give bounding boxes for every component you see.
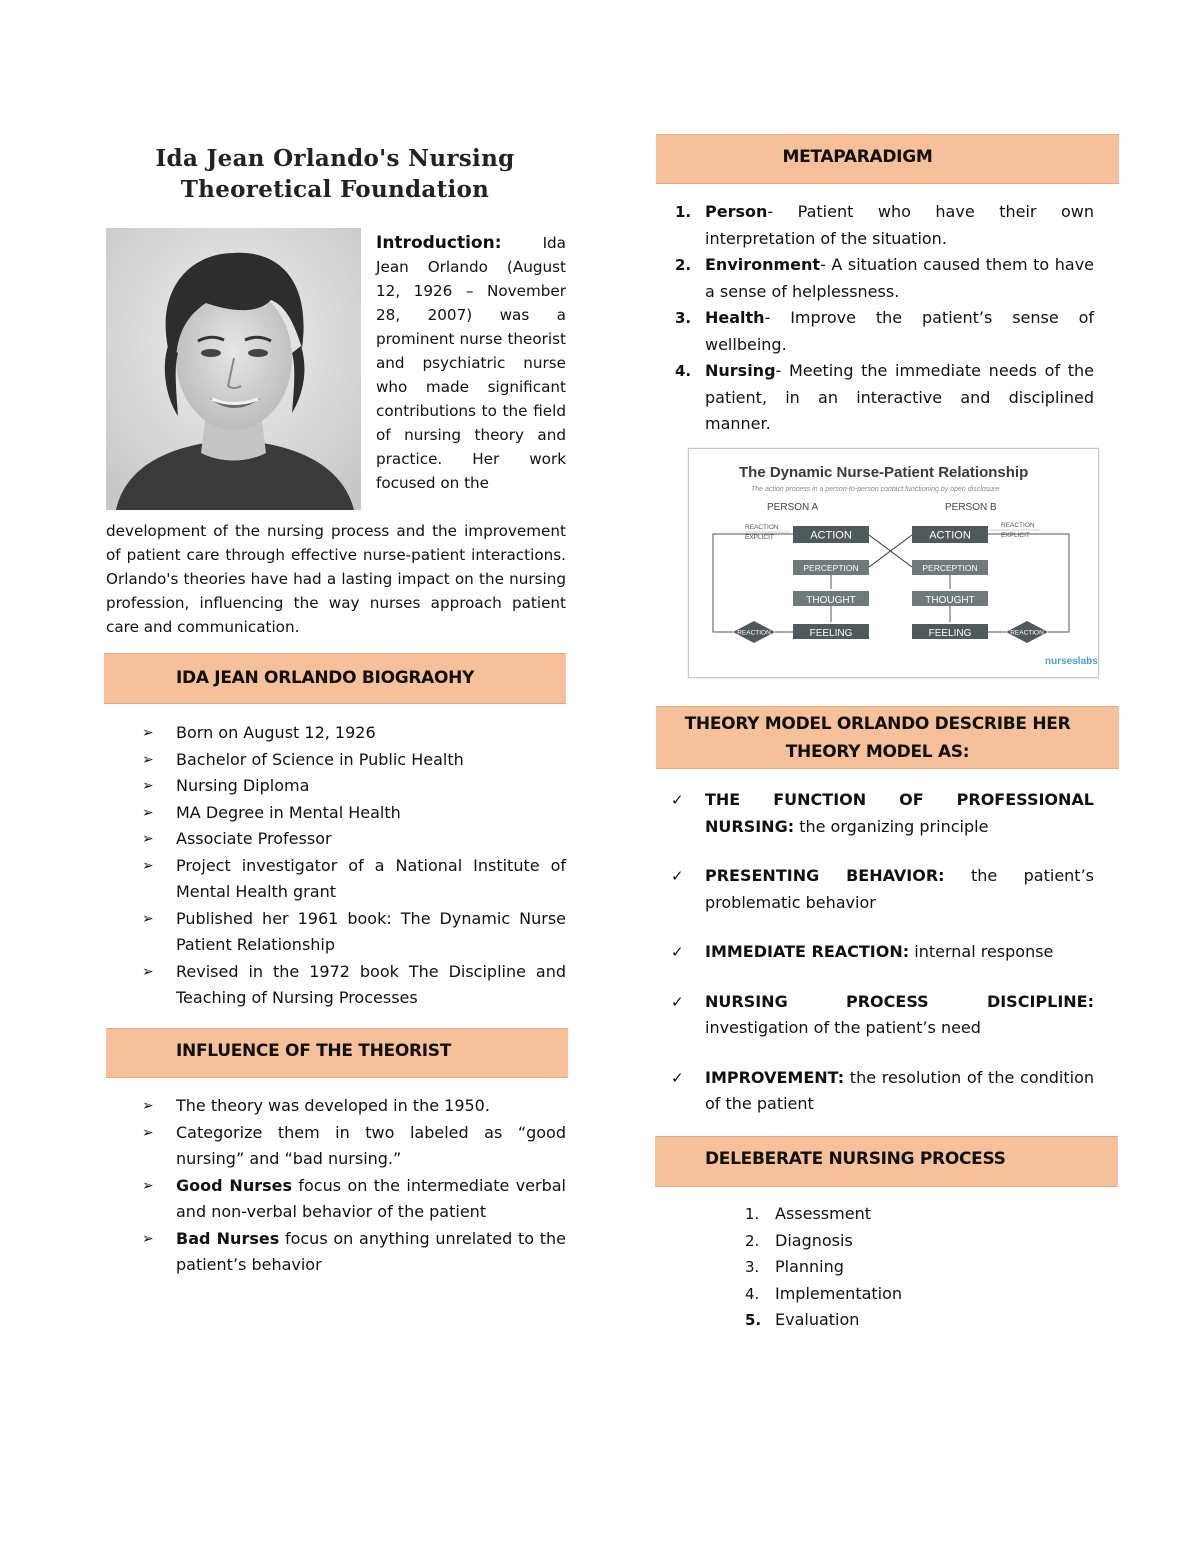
process-item-text: Diagnosis	[775, 1230, 853, 1250]
diagram-person-a: PERSON A	[767, 502, 819, 513]
checkmark-icon: ✓	[671, 943, 684, 961]
theory-model-item-text: the organizing principle	[794, 816, 989, 836]
intro-paragraph-bottom	[106, 519, 566, 639]
diagram-feeling-a-label: FEELING	[809, 628, 853, 639]
metaparadigm-item-term: Health	[705, 308, 765, 327]
diagram-thought-b-label: THOUGHT	[925, 595, 975, 606]
diagram-brand-logo: nurseslabs	[1045, 656, 1098, 667]
process-list-item	[745, 1254, 1025, 1281]
diagram-thought-a-label: THOUGHT	[806, 595, 856, 606]
biography-item-text: Revised in the 1972 book The Discipline and Teaching of Nursing Processes	[176, 961, 566, 1007]
portrait-photo	[106, 228, 361, 510]
biography-item-text: Associate Professor	[176, 829, 332, 848]
diagram-perception-b-label: PERCEPTION	[922, 563, 978, 573]
theory-model-list-item	[671, 989, 1094, 1042]
intro-text-part-1: Ida Jean Orlando (August 12, 1926 – November 28, 2007) was a prominent nurse theorist and psychiatric nurse who made significant contributions to the field of nursing theory and practice. Her work focused on the	[376, 234, 566, 492]
theory-model-item-term: IMMEDIATE REACTION:	[705, 942, 910, 961]
influence-item-text: focus on anything unrelated to the patient’s behavior	[176, 1228, 566, 1274]
intro-text-part-2: development of the nursing process and the improvement of patient care through effective nurse-patient interactions. Orlando's theories have had a lasting impact on the nursing profession, influencing the way nurses approach patient care and communication.	[106, 522, 566, 636]
influence-item-text: The theory was developed in the 1950.	[176, 1096, 490, 1115]
theory-model-item-term: NURSING PROCESS DISCIPLINE:	[705, 991, 1094, 1011]
process-list	[745, 1201, 1025, 1334]
biography-item-text: Nursing Diploma	[176, 776, 310, 795]
biography-list-item	[142, 773, 566, 800]
influence-heading: INFLUENCE OF THE THEORIST	[106, 1028, 568, 1078]
process-item-number: 4.	[745, 1284, 760, 1303]
checkmark-icon: ✓	[671, 867, 684, 885]
biography-list	[142, 720, 566, 1012]
page-title-line2: Theoretical Foundation	[180, 176, 490, 203]
process-heading: DELEBERATE NURSING PROCESS	[655, 1136, 1118, 1187]
process-item-text: Assessment	[775, 1204, 871, 1223]
theory-model-heading	[656, 706, 1119, 769]
metaparadigm-list-item	[675, 305, 1094, 358]
arrowhead-bullet-icon: ➢	[142, 751, 154, 768]
theory-model-list	[671, 787, 1095, 1141]
biography-heading: IDA JEAN ORLANDO BIOGRAOHY	[104, 653, 566, 704]
portrait-illustration	[106, 228, 361, 510]
theory-model-item-text: internal response	[909, 942, 1054, 961]
process-item-text: Evaluation	[775, 1310, 860, 1329]
metaparadigm-item-number: 1.	[675, 203, 692, 221]
biography-list-item	[142, 800, 566, 827]
metaparadigm-list-item	[675, 199, 1094, 252]
biography-item-text: Bachelor of Science in Public Health	[176, 749, 464, 769]
metaparadigm-list-item	[675, 252, 1094, 305]
theory-model-item-term: THE FUNCTION OF PROFESSIONAL NURSING:	[705, 790, 1094, 836]
theory-model-item-text: the patient’s problematic behavior	[705, 866, 1095, 912]
influence-item-bold: Good Nurses	[176, 1175, 292, 1195]
theory-model-list-item	[671, 787, 1094, 840]
influence-item-bold: Bad Nurses	[176, 1228, 280, 1248]
process-item-text: Planning	[775, 1257, 844, 1276]
arrowhead-bullet-icon: ➢	[142, 1098, 154, 1114]
metaparadigm-item-number: 4.	[675, 362, 692, 380]
influence-list-item	[142, 1226, 566, 1279]
checkmark-icon: ✓	[671, 992, 684, 1011]
diagram-reaction-explicit-a-2: EXPLICIT	[745, 534, 774, 541]
biography-list-item	[142, 747, 566, 774]
diagram-reaction-explicit-b-1: REACTION	[1001, 522, 1035, 529]
diagram-person-b: PERSON B	[945, 502, 997, 513]
theory-model-list-item	[671, 863, 1095, 916]
diagram-subtitle: The action process in a person-to-person contact functioning by open disclosure	[751, 486, 1000, 493]
process-item-number: 5.	[745, 1311, 762, 1329]
checkmark-icon: ✓	[671, 791, 684, 809]
page-title-line1: Ida Jean Orlando's Nursing	[155, 145, 515, 172]
metaparadigm-item-term: Nursing	[705, 361, 776, 380]
theory-model-heading-line1: THEORY MODEL ORLANDO DESCRIBE HER	[684, 714, 1071, 734]
theory-model-item-text: investigation of the patient’s need	[705, 1018, 981, 1037]
metaparadigm-heading	[656, 134, 1119, 184]
arrowhead-bullet-icon: ➢	[142, 831, 154, 847]
theory-model-list-item	[671, 1065, 1094, 1118]
diagram-reaction-explicit-a-1: REACTION	[745, 524, 779, 531]
diagram-action-b-label: ACTION	[929, 529, 971, 542]
checkmark-icon: ✓	[671, 1068, 684, 1087]
biography-item-text: MA Degree in Mental Health	[176, 802, 401, 822]
theory-model-item-term: IMPROVEMENT:	[705, 1067, 845, 1087]
arrowhead-bullet-icon: ➢	[142, 725, 154, 741]
influence-item-text: Categorize them in two labeled as “good nursing” and “bad nursing.”	[176, 1122, 566, 1168]
biography-list-item	[142, 959, 566, 1012]
influence-item-text: focus on the intermediate verbal and non-verbal behavior of the patient	[176, 1175, 566, 1221]
metaparadigm-item-text: - Meeting the immediate needs of the patient, in an interactive and disciplined manner.	[705, 361, 1094, 433]
diagram-title: The Dynamic Nurse-Patient Relationship	[739, 464, 1029, 481]
theory-model-item-term: PRESENTING BEHAVIOR:	[705, 866, 945, 885]
page-title	[105, 143, 565, 205]
diagram-reaction-explicit-b-2: EXPLICIT	[1001, 532, 1030, 539]
process-item-text: Implementation	[775, 1283, 903, 1303]
process-list-item	[745, 1307, 1025, 1334]
arrowhead-bullet-icon: ➢	[142, 1230, 154, 1247]
diagram-reaction-a-label: REACTION	[737, 629, 771, 637]
metaparadigm-item-number: 2.	[675, 256, 692, 274]
intro-heading: Introduction:	[376, 233, 502, 253]
metaparadigm-item-text: - A situation caused them to have a sense of helplessness.	[705, 255, 1094, 301]
nurse-patient-diagram	[688, 448, 1099, 678]
metaparadigm-list-item	[675, 358, 1094, 438]
biography-list-item	[142, 853, 566, 906]
diagram-feeling-b-label: FEELING	[928, 628, 972, 639]
influence-list-item	[142, 1120, 566, 1173]
metaparadigm-list	[675, 199, 1094, 438]
diagram-reaction-b-label: REACTION	[1010, 629, 1044, 637]
arrowhead-bullet-icon: ➢	[142, 778, 154, 794]
metaparadigm-heading-text: METAPARADIGM	[782, 147, 933, 167]
biography-list-item	[142, 906, 566, 959]
metaparadigm-item-term: Environment	[705, 255, 821, 274]
process-item-number: 3.	[745, 1258, 760, 1276]
arrowhead-bullet-icon: ➢	[142, 910, 154, 927]
influence-list-item	[142, 1093, 566, 1120]
biography-item-text: Project investigator of a National Institute of Mental Health grant	[176, 855, 566, 901]
process-item-number: 1.	[745, 1205, 760, 1223]
arrowhead-bullet-icon: ➢	[142, 963, 154, 980]
arrowhead-bullet-icon: ➢	[142, 804, 154, 821]
biography-item-text: Published her 1961 book: The Dynamic Nurse Patient Relationship	[176, 908, 566, 954]
theory-model-item-text: the resolution of the condition of the patient	[705, 1067, 1094, 1113]
metaparadigm-item-number: 3.	[675, 309, 692, 327]
theory-model-list-item	[671, 939, 1094, 966]
metaparadigm-item-text: - Improve the patient’s sense of wellbeing.	[705, 308, 1094, 354]
biography-list-item	[142, 826, 566, 853]
metaparadigm-item-text: - Patient who have their own interpretation of the situation.	[705, 202, 1094, 248]
diagram-perception-a-label: PERCEPTION	[803, 563, 859, 573]
theory-model-heading-line2: THEORY MODEL AS:	[785, 742, 970, 762]
arrowhead-bullet-icon: ➢	[142, 1177, 154, 1194]
process-list-item	[745, 1201, 1025, 1228]
process-item-number: 2.	[745, 1231, 760, 1250]
influence-list-item	[142, 1173, 566, 1226]
influence-list	[142, 1093, 566, 1279]
biography-item-text: Born on August 12, 1926	[176, 723, 376, 742]
arrowhead-bullet-icon: ➢	[142, 1124, 154, 1141]
diagram-action-a-label: ACTION	[810, 529, 852, 542]
process-list-item	[745, 1281, 1025, 1308]
process-list-item	[745, 1228, 1025, 1255]
diagram-svg	[689, 449, 1098, 677]
metaparadigm-item-term: Person	[705, 202, 768, 221]
arrowhead-bullet-icon: ➢	[142, 857, 154, 874]
biography-list-item	[142, 720, 566, 747]
intro-paragraph-top	[376, 231, 566, 495]
